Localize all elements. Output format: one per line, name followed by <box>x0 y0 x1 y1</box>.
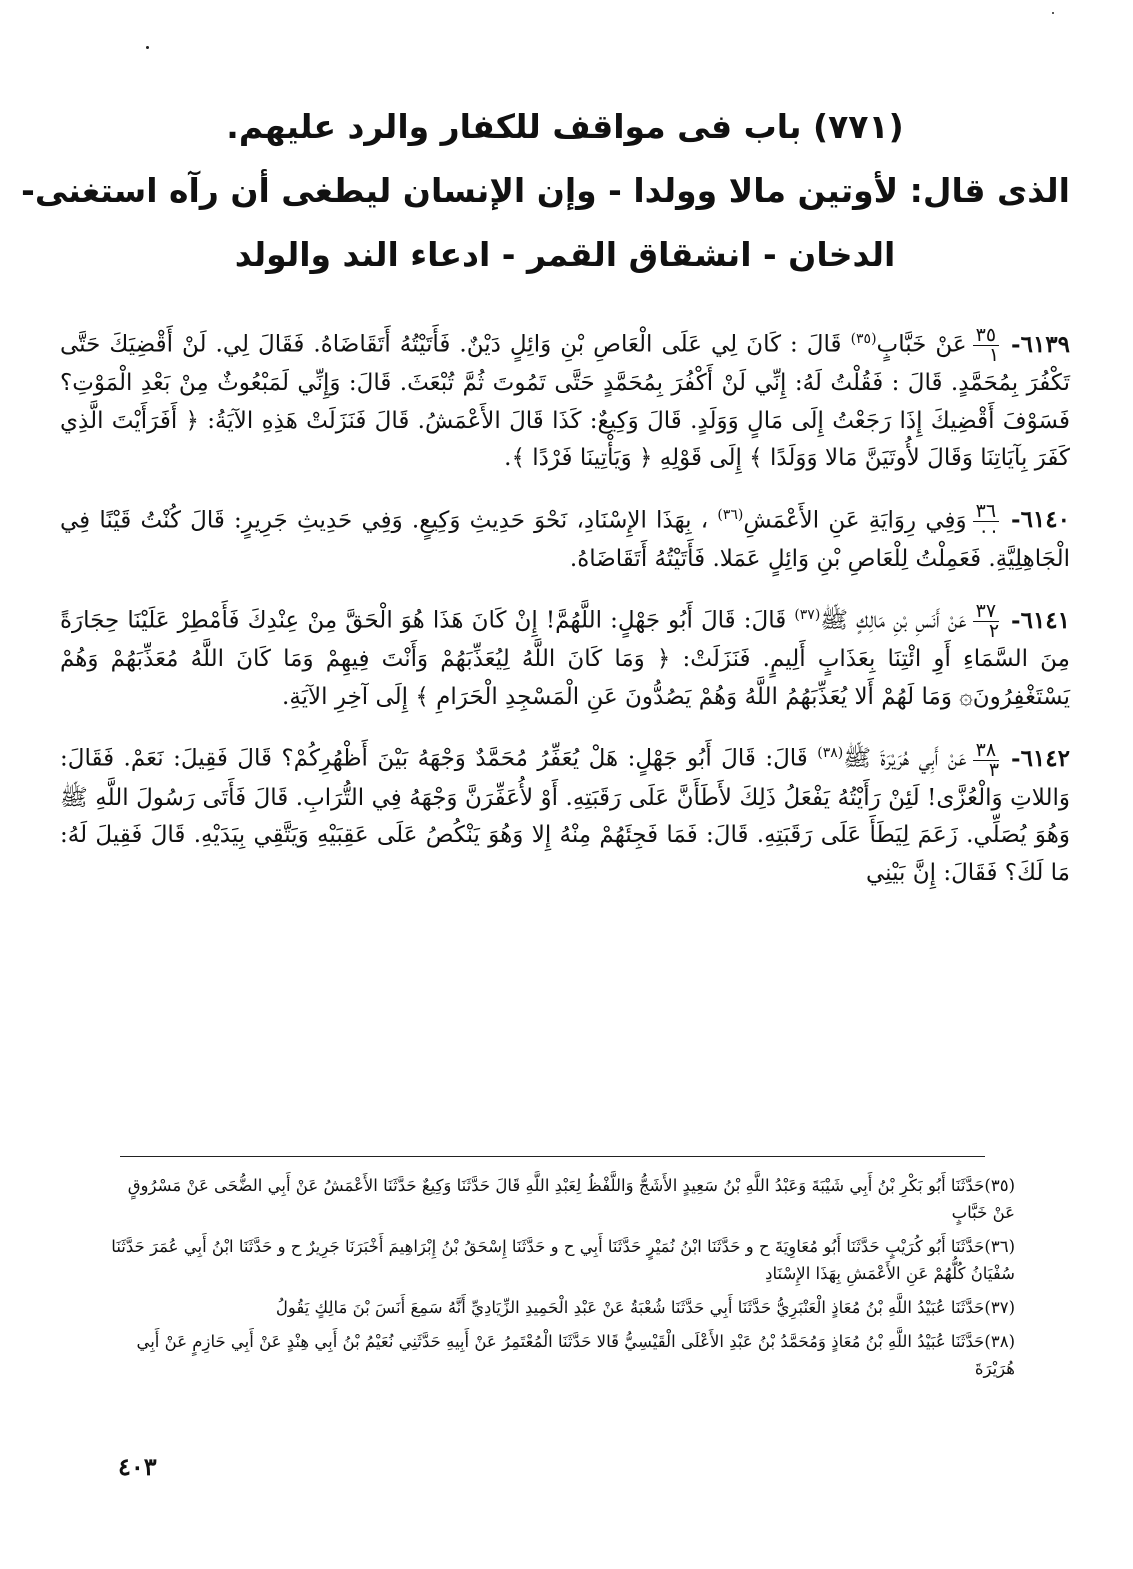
footnote-marker: (٣٧) <box>984 1298 1015 1317</box>
page-number: ٤٠٣ <box>118 1452 157 1481</box>
hadith-text: قَالَ : كَانَ لِي عَلَى الْعَاصِ بْنِ وَائِلٍ دَيْنٌ. فَأَتَيْتُهُ أَتَقَاضَاهُ. فَقَالَ لِي. لَنْ أَقْضِيَكَ حَتَّى تَكْفُرَ بِمُحَمَّدٍ. قَالَ : فَقُلْتُ لَهُ: إِنِّي لَنْ أَكْفُرَ بِمُحَمَّدٍ حَتَّى تَمُوتَ ثُمَّ تُبْعَثَ. قَالَ: وَإِنِّي لَمَبْعُوثٌ مِنْ بَعْدِ الْمَوْتِ؟ فَسَوْفَ أَقْضِيكَ إِذَا رَجَعْتُ إِلَى مَالٍ وَوَلَدٍ. قَالَ وَكِيعٌ: كَذَا قَالَ الأَعْمَشُ. قَالَ فَنَزَلَتْ هَذِهِ الآيَةُ: ﴿ أَفَرَأَيْتَ الَّذِي كَفَرَ بِآيَاتِنَا وَقَالَ لأُوتَيَنَّ مَالا وَوَلَدًا ﴾ إِلَى قَوْلِهِ ﴿ وَيَأْتِينَا فَرْدًا ﴾. <box>60 331 1070 472</box>
footnote-marker: (٣٨) <box>984 1332 1015 1351</box>
hadith-6140 <box>60 497 1070 579</box>
chapter-subtitle-line-2: الدخان - انشقاق القمر - ادعاء الند والولد <box>234 235 896 274</box>
hadith-fraction: $\frac{٣٨}{٣}$ <box>973 741 999 780</box>
hadith-narrator: عَنْ أَنَسِ بْنِ مَالِكٍ ﷺ <box>820 607 967 634</box>
chapter-title: (٧٧١) باب فى مواقف للكفار والرد عليهم. <box>226 107 904 146</box>
footnote-divider <box>120 1156 985 1157</box>
hadith-narrator: وَفِي رِوَايَةِ عَنِ الأَعْمَشِ <box>743 507 967 534</box>
footnote-37 <box>110 1294 1015 1321</box>
footnote-text: حَدَّثَنَا أَبُو كُرَيْبٍ حَدَّثَنَا أَبُو مُعَاوِيَةَ ح و حَدَّثَنَا ابْنُ نُمَيْرٍ حَدَّثَنَا أَبِي ح و حَدَّثَنَا إِسْحَقُ بْنُ إِبْرَاهِيمَ أَخْبَرَنَا جَرِيرٌ ح و حَدَّثَنَا ابْنُ أَبِي عُمَرَ حَدَّثَنَا سُفْيَانُ كُلُّهُمْ عَنِ الأَعْمَشِ بِهَذَا الإِسْنَادِ <box>111 1237 1015 1283</box>
chapter-subtitle-line-1: الذى قال: لأوتين مالا وولدا - وإن الإنسان ليطغى أن رآه استغنى- <box>21 171 1070 210</box>
chapter-heading <box>21 95 1070 287</box>
hadith-number: ٦١٤٢- <box>1011 745 1070 773</box>
footnote-text: حَدَّثَنَا أَبُو بَكْرِ بْنُ أَبِي شَيْبَةَ وَعَبْدُ اللَّهِ بْنُ سَعِيدٍ الأَشَجُّ وَاللَّفْظُ لِعَبْدِ اللَّهِ قَالَ حَدَّثَنَا وَكِيعٌ حَدَّثَنَا الأَعْمَشُ عَنْ أَبِي الضُّحَى عَنْ مَسْرُوقٍ عَنْ خَبَّابٍ <box>127 1176 1015 1222</box>
hadith-fraction: $\frac{٣٧}{٢}$ <box>973 602 999 641</box>
footnote-text: حَدَّثَنَا عُبَيْدُ اللَّهِ بْنُ مُعَاذٍ وَمُحَمَّدُ بْنُ عَبْدِ الأَعْلَى الْقَيْسِيُّ قَالا حَدَّثَنَا الْمُعْتَمِرُ عَنْ أَبِيهِ حَدَّثَنِي نُعَيْمُ بْنُ أَبِي هِنْدٍ عَنْ أَبِي حَازِمٍ عَنْ أَبِي هُرَيْرَةَ <box>136 1332 1015 1378</box>
hadith-number: ٦١٣٩- <box>1011 330 1071 358</box>
hadith-number: ٦١٤١- <box>1011 606 1071 634</box>
footnote-marker: (٣٦) <box>984 1237 1015 1256</box>
hadith-text: قَالَ: قَالَ أَبُو جَهْلٍ: اللَّهُمَّ! إِنْ كَانَ هَذَا هُوَ الْحَقَّ مِنْ عِنْدِكَ فَأَمْطِرْ عَلَيْنَا حِجَارَةً مِنَ السَّمَاءِ أَوِ ائْتِنَا بِعَذَابٍ أَلِيمٍ. فَنَزَلَتْ: ﴿ وَمَا كَانَ اللَّهُ لِيُعَذِّبَهُمْ وَأَنْتَ فِيهِمْ وَمَا كَانَ اللَّهُ مُعَذِّبَهُمْ وَهُمْ يَسْتَغْفِرُونَ۞ وَمَا لَهُمْ أَلا يُعَذِّبَهُمُ اللَّهُ وَهُمْ يَصُدُّونَ عَنِ الْمَسْجِدِ الْحَرَامِ ﴾ إِلَى آخِرِ الآيَةِ. <box>60 607 1070 710</box>
hadith-6142 <box>60 735 1070 892</box>
footnote-marker: (٣٥) <box>984 1176 1015 1195</box>
footnote-reference: (٣٥) <box>850 331 877 347</box>
footnote-38 <box>110 1328 1015 1382</box>
hadith-text: قَالَ: قَالَ أَبُو جَهْلٍ: هَلْ يُعَفِّرُ مُحَمَّدٌ وَجْهَهُ بَيْنَ أَظْهُرِكُمْ؟ قَالَ فَقِيلَ: نَعَمْ. فَقَالَ: وَاللاتِ وَالْعُزَّى! لَئِنْ رَأَيْتُهُ يَفْعَلُ ذَلِكَ لأَطَأَنَّ عَلَى رَقَبَتِهِ. أَوْ لأُعَفِّرَنَّ وَجْهَهُ فِي التُّرَابِ. قَالَ فَأَتَى رَسُولَ اللَّهِ ﷺ وَهُوَ يُصَلِّي. زَعَمَ لِيَطَأَ عَلَى رَقَبَتِهِ. قَالَ: فَمَا فَجِئَهُمْ مِنْهُ إِلا وَهُوَ يَنْكُصُ عَلَى عَقِبَيْهِ وَيَتَّقِي بِيَدَيْهِ. قَالَ فَقِيلَ لَهُ: مَا لَكَ؟ فَقَالَ: إِنَّ بَيْنِي <box>60 746 1070 886</box>
scan-speck <box>146 46 149 49</box>
footnote-reference: (٣٧) <box>794 607 821 624</box>
hadith-6139 <box>60 321 1070 478</box>
hadith-6141 <box>60 597 1070 716</box>
document-page <box>21 95 1071 911</box>
footnotes <box>110 1172 1015 1389</box>
footnote-36 <box>110 1233 1015 1287</box>
hadith-fraction: $\frac{٣٦}{٠٠}$ <box>973 502 999 541</box>
hadith-text: ، بِهَذَا الإِسْنَادِ، نَحْوَ حَدِيثِ وَكِيعٍ. وَفِي حَدِيثِ جَرِيرٍ: قَالَ كُنْتُ قَيْنًا فِي الْجَاهِلِيَّةِ. فَعَمِلْتُ لِلْعَاصِ بْنِ وَائِلٍ عَمَلا. فَأَتَيْتُهُ أَتَقَاضَاهُ. <box>60 507 1070 572</box>
footnote-reference: (٣٦) <box>717 506 744 523</box>
hadith-fraction: $\frac{٣٥}{١}$ <box>973 326 999 365</box>
hadith-narrator: عَنْ أَبِي هُرَيْرَةَ ﷺ <box>843 746 967 773</box>
hadith-narrator: عَنْ خَبَّابٍ <box>876 331 967 358</box>
footnote-text: حَدَّثَنَا عُبَيْدُ اللَّهِ بْنُ مُعَاذٍ الْعَنْبَرِيُّ حَدَّثَنَا أَبِي حَدَّثَنَا شُعْبَةُ عَنْ عَبْدِ الْحَمِيدِ الزِّيَادِيِّ أَنَّهُ سَمِعَ أَنَسَ بْنَ مَالِكٍ يَقُولُ <box>275 1298 985 1317</box>
footnote-35 <box>110 1172 1015 1226</box>
hadith-number: ٦١٤٠- <box>1011 506 1070 534</box>
footnote-reference: (٣٨) <box>817 745 844 762</box>
scan-speck <box>1052 12 1054 14</box>
